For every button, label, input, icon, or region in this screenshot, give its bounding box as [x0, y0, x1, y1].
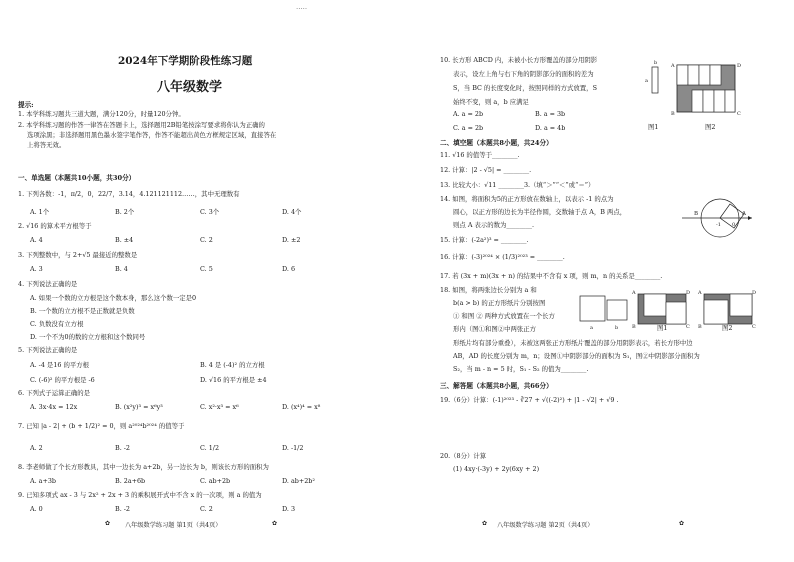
q10-line-4: 始终不变，则 a，b 应满足	[453, 98, 529, 106]
fig2-label-B: B	[671, 111, 675, 117]
q4-option-b: B. 一个数的立方根不是正数就是负数	[30, 307, 135, 315]
q9-stem: 9. 已知多项式 ax - 3 与 2x² + 2x + 3 的乘积展开式中不含 x 的一次项，则 a 的值为	[18, 491, 262, 499]
q9-option-b: B. -2	[115, 505, 130, 513]
q8-stem: 8. 李老师做了个长方形教具，其中一边长为 a+2b，另一边长为 b，则该长方形的面积为	[18, 463, 269, 471]
q18-f2-square-b	[730, 294, 752, 316]
q4-option-a: A. 如果一个数的立方根是这个数本身，那么这个数一定是0	[30, 294, 197, 302]
q15: 15. 计算：(-2a²)³ = ________.	[440, 236, 529, 244]
q11: 11. √16 的值等于________.	[440, 151, 520, 159]
fig2-label-C: C	[737, 111, 741, 117]
q10-line-1: 10. 长方形 ABCD 内，未被小长方形覆盖的部分用阴影	[440, 56, 598, 64]
fig1-label-b: b	[654, 60, 658, 66]
q1-option-d: D. 4个	[282, 208, 302, 216]
q3-option-b: B. 4	[115, 265, 128, 273]
q10-fig1-caption: 图1	[648, 123, 659, 131]
q1-option-c: C. 3个	[200, 208, 220, 216]
q9-option-d: D. 3	[282, 505, 296, 513]
fig2-label-D: D	[737, 63, 742, 69]
q18-f2-square-a	[704, 300, 728, 324]
section-fill-in: 二、填空题（本题共8小题，共24分）	[440, 139, 553, 147]
q3-option-a: A. 3	[30, 265, 43, 273]
q9-option-c: C. 2	[200, 505, 213, 513]
q10-line-2: 表示，设左上角与右下角的阴影部分的面积的差为	[453, 70, 594, 78]
q10-option-a: A. a = 2b	[453, 110, 484, 118]
q20-item-1: (1) 4xy·(-3y) + 2y(6xy + 2)	[453, 465, 540, 473]
q17: 17. 若 (3x + m)(3x + n) 的结果中不含有 x 项，则 m，n 的关系是________.	[440, 272, 663, 280]
footer-seal-right-icon: ✿	[272, 520, 278, 527]
q4-stem: 4. 下列说法正确的是	[18, 280, 78, 288]
fig2-strip-3	[699, 65, 710, 85]
footer-seal-left-icon: ✿	[105, 520, 111, 527]
q2-option-a: A. 4	[30, 236, 43, 244]
q18-line-6: AB，AD 的长度分别为 m，n；设图①中阴影部分的面积为 S₁，图②中阴影部分面积为	[453, 352, 700, 360]
q10-option-d: D. a = 4b	[535, 124, 566, 132]
q18-f2-label-A: A	[698, 290, 702, 296]
q20-stem: 20.（8分）计算	[440, 452, 487, 460]
q6-option-d: D. (x⁴)⁴ = x⁸	[282, 403, 321, 411]
q14-line-2: 圆心，以正方形的边长为半径作圆，交数轴于点 A，B 两点，	[453, 208, 627, 216]
q5-option-b: B. 4 是 (-4)² 的立方根	[200, 361, 265, 369]
q14-axis-arrow	[748, 216, 752, 220]
q6-option-c: C. x²·x³ = x⁶	[200, 403, 239, 411]
q7-stem: 7. 已知 |a - 2| + (b + 1/2)² = 0，则 a²⁰²⁴b²⁰²⁴ 的值等于	[18, 422, 185, 430]
q1-stem: 1. 下列各数：-1，π/2，0，22/7，3.14，4.121121112……，其中无理数有	[18, 190, 240, 198]
fig2-strip-6	[703, 90, 714, 112]
q18-line-7: S₂，当 m - n = 5 时，S₁ - S₂ 的值为________.	[453, 365, 589, 373]
notice-line-3: 选项涂黑；非选择题用黑色墨水签字笔作答，作答不能超出黄色方框规定区域，直接答在	[27, 131, 277, 139]
q7-option-c: C. 1/2	[200, 444, 220, 452]
q18-f1-label-A: A	[632, 290, 636, 296]
footer-seal-right-icon: ✿	[679, 520, 685, 527]
q6-stem: 6. 下列式子运算正确的是	[18, 389, 91, 397]
q5-option-c: C. (-6)² 的平方根是 -6	[30, 376, 95, 384]
q8-option-b: B. 2a+6b	[115, 477, 146, 485]
q3-option-c: C. 5	[200, 265, 213, 273]
q10-line-3: S，当 BC 的长度变化时，按照同样的方式放置，S	[453, 84, 597, 92]
q18-label-a: a	[590, 325, 593, 331]
fig2-strip-4	[710, 65, 721, 85]
q3-stem: 3. 下列整数中，与 2+√5 最接近的整数是	[18, 251, 138, 259]
q10-option-b: B. a = 3b	[535, 110, 566, 118]
q18-f2-label-D: D	[752, 290, 757, 296]
q10-figure-2	[671, 62, 745, 122]
q18-fig2-caption: 图2	[722, 324, 733, 332]
right-page	[397, 0, 794, 562]
q18-square-b	[607, 300, 627, 320]
q8-option-c: C. ab+2b	[200, 477, 231, 485]
section-single-choice: 一、单选题（本题共10小题，共30分）	[18, 174, 136, 182]
fig2-strip-7	[714, 90, 725, 112]
q18-line-5: 形纸片均有部分重叠），未被这两张正方形纸片覆盖的部分用阴影表示，若长方形中边	[453, 339, 693, 347]
fig2-strip-2	[688, 65, 699, 85]
q7-option-d: D. -1/2	[282, 444, 304, 452]
q19: 19.（6分）计算：(-1)²⁰²³ - ∛27 + √((-2)²) + |1 - √2| + √9 .	[440, 396, 619, 404]
footer-seal-left-icon: ✿	[482, 520, 488, 527]
q14-label-minus-one: -1	[716, 222, 721, 228]
q14-point-B: B	[694, 211, 699, 217]
q3-option-d: D. 6	[282, 265, 296, 273]
q6-option-b: B. (x²y)³ = x⁶y³	[115, 403, 163, 411]
notice-line-4: 上将答无效。	[27, 141, 66, 149]
notice-label: 提示:	[18, 101, 34, 109]
fig2-strip-8	[725, 90, 735, 112]
q18-line-3: ① 和图 ② 两种方式放置在一个长方	[453, 312, 555, 320]
q4-option-c: C. 负数没有立方根	[30, 320, 84, 328]
q18-f1-square-a	[644, 294, 666, 316]
q8-option-d: D. ab+2b²	[282, 477, 315, 485]
q18-f2-label-C: C	[752, 324, 756, 330]
q2-option-b: B. ±4	[115, 236, 134, 244]
notice-line-2: 2. 本学科练习题的作答一律答在答题卡上，选择题用2B铅笔按涂写要求将你认为正确的	[18, 121, 265, 129]
q5-option-d: D. √16 的平方根是 ±4	[200, 376, 267, 384]
q18-line-2: b(a > b) 的正方形纸片分别按图	[453, 299, 546, 307]
q8-option-a: A. a+3b	[30, 477, 56, 485]
q14-point-A: A	[742, 211, 746, 217]
q9-option-a: A. 0	[30, 505, 43, 513]
q2-option-d: D. ±2	[282, 236, 301, 244]
q10-fig2-caption: 图2	[705, 123, 716, 131]
notice-line-1: 1. 本学科练习题共三道大题，满分120分，时量120分钟。	[18, 110, 185, 118]
q18-f1-label-C: C	[686, 324, 690, 330]
right-page-footer: 八年级数学练习题 第2页（共4页）	[497, 522, 594, 529]
q18-f1-label-B: B	[632, 324, 636, 330]
q13: 13. 比较大小：√11 ________3.（填“＞”“＜”或“＝”）	[440, 181, 595, 189]
q2-stem: 2. √16 的算术平方根等于	[18, 222, 92, 230]
q14-number-line-figure	[682, 200, 752, 240]
q5-stem: 5. 下列说法正确的是	[18, 346, 78, 354]
q18-fig1-caption: 图1	[657, 324, 668, 332]
header-dots: .....	[296, 3, 308, 11]
fig1-label-a: a	[645, 78, 648, 84]
q18-line-4: 形内（图①和图②中两张正方	[453, 325, 537, 333]
exam-title: 2024年下学期阶段性练习题	[118, 55, 253, 67]
q18-f2-label-B: B	[698, 324, 702, 330]
fig2-label-A: A	[671, 63, 675, 69]
q4-option-d: D. 一个不为0的数的立方根和这个数同号	[30, 333, 146, 341]
q7-option-b: B. -2	[115, 444, 130, 452]
q18-label-b: b	[615, 325, 619, 331]
left-page-footer: 八年级数学练习题 第1页（共4页）	[125, 522, 222, 529]
section-solve: 三、解答题（本题共8小题，共66分）	[440, 382, 553, 390]
fig2-strip-1	[677, 65, 688, 85]
q14-line-1: 14. 如图，将面积为5的正方形放在数轴上，以表示 -1 的点为	[440, 195, 614, 203]
q12: 12. 计算：|2 - √5| = ________.	[440, 166, 532, 174]
fig1-small-rect	[652, 67, 658, 93]
q14-label-zero: 0	[732, 222, 736, 228]
q18-squares-figure	[580, 293, 630, 333]
q14-line-3: 则点 A 表示的数为________.	[453, 221, 535, 229]
fig2-strip-5	[692, 90, 703, 112]
q10-option-c: C. a = 2b	[453, 124, 484, 132]
q18-f1-square-b	[666, 302, 686, 324]
q7-option-a: A. 2	[30, 444, 43, 452]
q18-square-a	[580, 296, 605, 321]
q1-option-a: A. 1个	[30, 208, 50, 216]
q18-line-1: 18. 如图，将两张边长分别为 a 和	[440, 286, 537, 294]
q5-option-a: A. -4 是16 的平方根	[30, 361, 90, 369]
q1-option-b: B. 2个	[115, 208, 135, 216]
q18-f1-label-D: D	[686, 290, 691, 296]
exam-subject: 八年级数学	[157, 80, 223, 95]
q16: 16. 计算：(-3)²⁰²⁴ × (1/3)²⁰²³ = ________.	[440, 253, 565, 261]
q6-option-a: A. 3x·4x = 12x	[30, 403, 78, 411]
q2-option-c: C. 2	[200, 236, 213, 244]
